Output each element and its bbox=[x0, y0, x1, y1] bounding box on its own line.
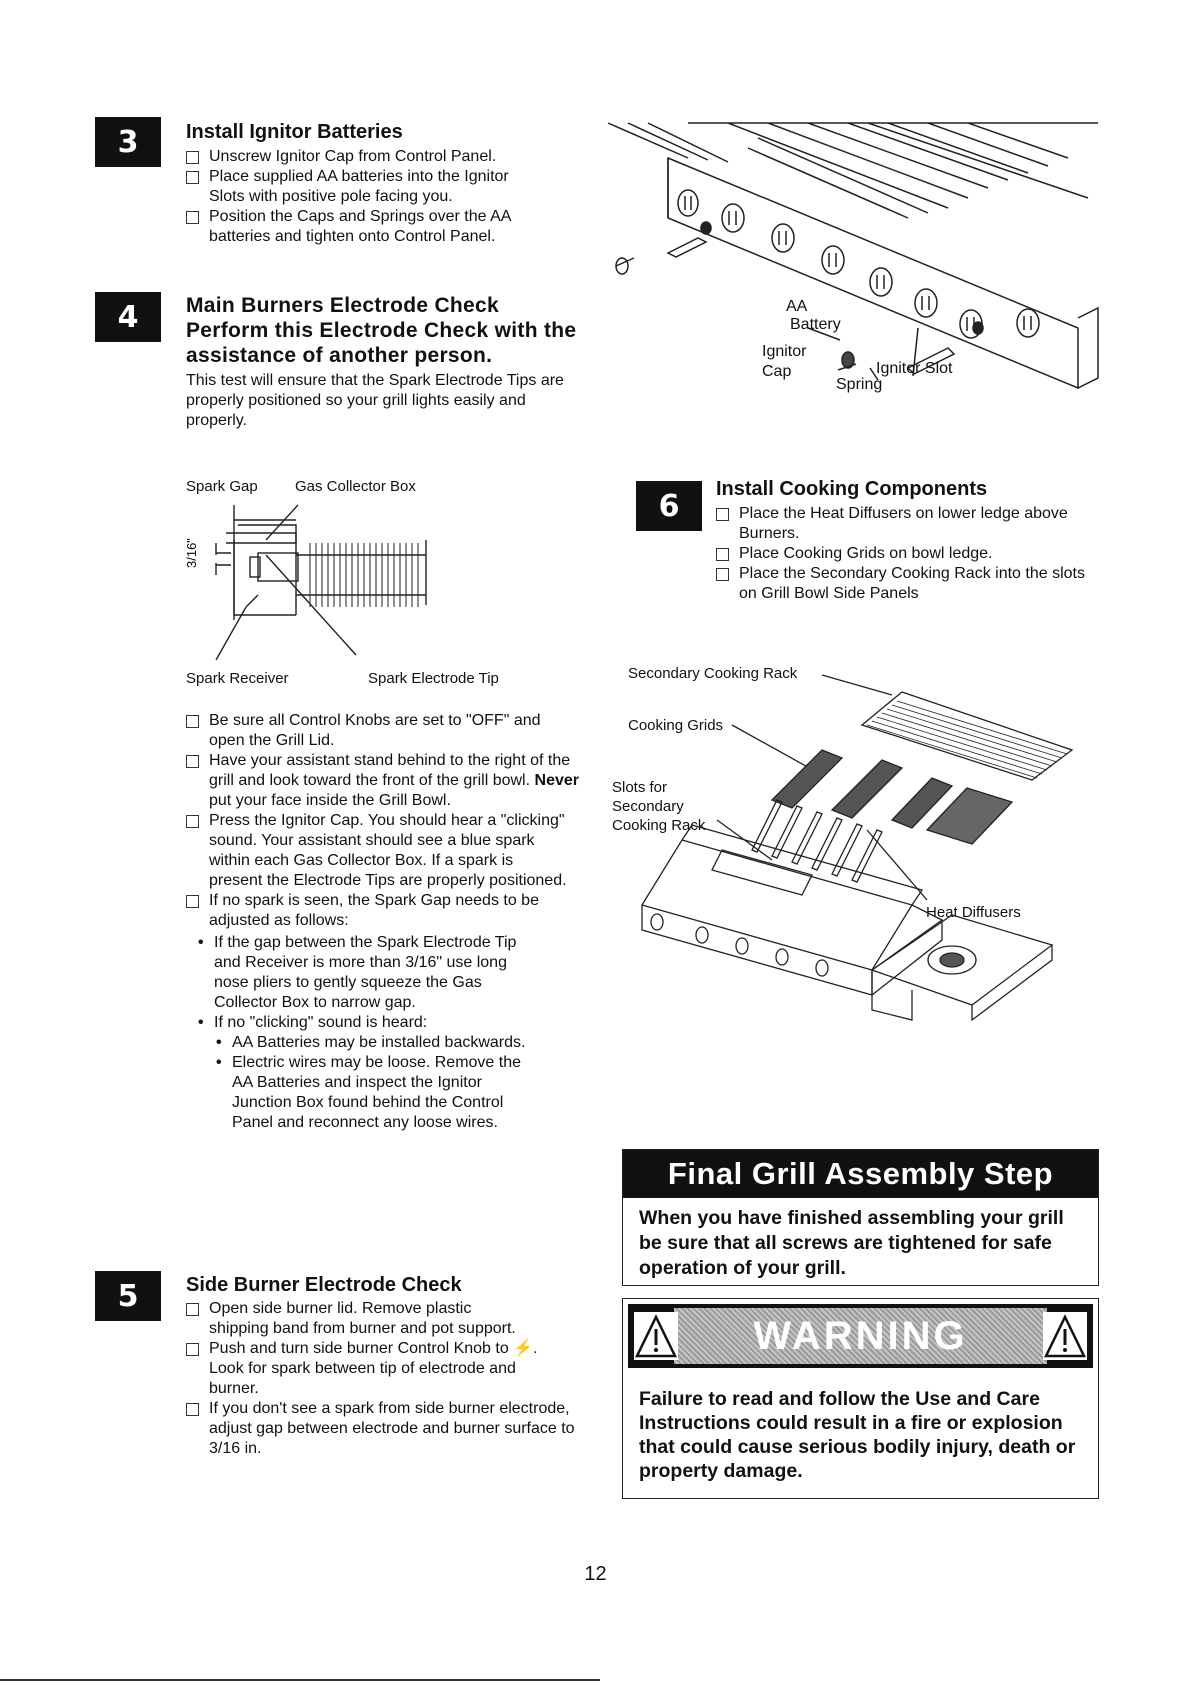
checkbox-icon bbox=[186, 211, 199, 224]
bullet-item: • If no "clicking" sound is heard: bbox=[198, 1014, 428, 1031]
step-3-title: Install Ignitor Batteries bbox=[186, 121, 403, 143]
checklist-item: Place the Heat Diffusers on lower ledge above Burners. bbox=[716, 504, 1106, 544]
checklist-item: Be sure all Control Knobs are set to "OFF" and open the Grill Lid. bbox=[186, 711, 556, 751]
final-step-title: Final Grill Assembly Step bbox=[623, 1150, 1098, 1198]
step-number: 4 bbox=[117, 299, 139, 335]
checkbox-icon bbox=[186, 1403, 199, 1416]
checklist-item: Press the Ignitor Cap. You should hear a "clicking" sound. Your assistant should see a blue spark within each Gas Collector Box. If a spark is present the Electrode Tips are properly positioned. bbox=[186, 811, 568, 891]
checklist-item: If you don't see a spark from side burner electrode, adjust gap between electrode and burner surface to 3/16 in. bbox=[186, 1399, 580, 1459]
label-gas-collector-box: Gas Collector Box bbox=[295, 478, 416, 495]
step-6-title: Install Cooking Components bbox=[716, 478, 988, 500]
checkbox-icon bbox=[716, 548, 729, 561]
checkbox-icon bbox=[186, 755, 199, 768]
label-spark-electrode-tip: Spark Electrode Tip bbox=[368, 670, 499, 687]
label-spark-receiver: Spark Receiver bbox=[186, 670, 289, 687]
step-4-title: Main Burners Electrode Check Perform this Electrode Check with the assistance of another person. bbox=[186, 294, 577, 367]
footer-rule bbox=[0, 1679, 600, 1681]
checkbox-icon bbox=[186, 895, 199, 908]
checkbox-icon bbox=[186, 151, 199, 164]
page-number: 12 bbox=[584, 1563, 607, 1585]
checklist-item: If no spark is seen, the Spark Gap needs to be adjusted as follows: bbox=[186, 891, 556, 931]
checklist-item: Place the Secondary Cooking Rack into the slots on Grill Bowl Side Panels bbox=[716, 564, 1106, 604]
checklist-item: Place supplied AA batteries into the Ignitor Slots with positive pole facing you. bbox=[186, 167, 526, 207]
checklist-item: Position the Caps and Springs over the AA batteries and tighten onto Control Panel. bbox=[186, 207, 556, 247]
checkbox-icon bbox=[186, 715, 199, 728]
checkbox-icon bbox=[186, 171, 199, 184]
step-5-badge bbox=[95, 1271, 161, 1321]
sub-list bbox=[216, 1033, 536, 1133]
step-4-list bbox=[186, 711, 584, 1133]
step-4-badge bbox=[95, 292, 161, 342]
checklist-item: Place Cooking Grids on bowl ledge. bbox=[716, 544, 1106, 564]
dimension-label: 3/16" bbox=[184, 538, 199, 568]
checkbox-icon bbox=[186, 1303, 199, 1316]
warning-triangle-icon bbox=[634, 1312, 678, 1360]
label-cooking-grids: Cooking Grids bbox=[628, 717, 724, 734]
checklist-item: Open side burner lid. Remove plastic shipping band from burner and pot support. bbox=[186, 1299, 526, 1339]
checkbox-icon bbox=[716, 508, 729, 521]
step-4-intro: This test will ensure that the Spark Electrode Tips are properly positioned so your grill lights easily and properly. bbox=[186, 372, 564, 429]
checkbox-icon bbox=[186, 1343, 199, 1356]
warning-text: Failure to read and follow the Use and Care Instructions could result in a fire or explosion that could cause serious bodily injury, death or property damage. bbox=[639, 1388, 1076, 1482]
checkbox-icon bbox=[716, 568, 729, 581]
checkbox-icon bbox=[186, 815, 199, 828]
final-step-text: When you have finished assembling your grill be sure that all screws are tightened for safe operation of your grill. bbox=[639, 1207, 1064, 1279]
step-number: 6 bbox=[658, 488, 680, 524]
adjust-list bbox=[198, 933, 538, 1133]
step-number: 3 bbox=[117, 124, 139, 160]
step-5-title: Side Burner Electrode Check bbox=[186, 1274, 462, 1296]
label-slots: Slots for Secondary Cooking Rack bbox=[612, 779, 706, 834]
checklist-item: Push and turn side burner Control Knob to ⚡. Look for spark between tip of electrode and burner. bbox=[186, 1339, 566, 1399]
step-6-list bbox=[716, 504, 1106, 604]
label-secondary-cooking-rack: Secondary Cooking Rack bbox=[628, 665, 798, 682]
bullet-item: • If the gap between the Spark Electrode Tip and Receiver is more than 3/16" use long nose pliers to gently squeeze the Gas Collector Box to narrow gap. bbox=[198, 934, 517, 1011]
checklist-item: Have your assistant stand behind to the right of the grill and look toward the front of the grill bowl. Never put your face inside the Grill Bowl. bbox=[186, 751, 584, 811]
label-ignitor-cap: Ignitor Cap bbox=[762, 343, 807, 380]
spark-gap-diagram bbox=[186, 495, 446, 665]
label-ignitor-slot: Ignitor Slot bbox=[876, 360, 953, 377]
warning-triangle-icon bbox=[1043, 1312, 1087, 1360]
step-5-list bbox=[186, 1299, 580, 1459]
step-6-badge bbox=[636, 481, 702, 531]
cooking-components-diagram bbox=[612, 670, 1082, 1050]
warning-header bbox=[628, 1304, 1093, 1368]
warning-title: WARNING bbox=[753, 1313, 968, 1358]
sub-bullet-item: • AA Batteries may be installed backwards. bbox=[216, 1034, 526, 1051]
label-aa-battery: AA Battery bbox=[786, 298, 841, 333]
label-heat-diffusers: Heat Diffusers bbox=[926, 904, 1021, 921]
label-spring: Spring bbox=[836, 376, 883, 393]
sub-bullet-item: • Electric wires may be loose. Remove the AA Batteries and inspect the Ignitor Junction Box found behind the Control Panel and reconnect any loose wires. bbox=[216, 1054, 521, 1131]
label-spark-gap: Spark Gap bbox=[186, 478, 258, 495]
warning-box bbox=[622, 1298, 1099, 1499]
step-3-badge bbox=[95, 117, 161, 167]
final-step-box bbox=[622, 1149, 1099, 1286]
checklist-item: Unscrew Ignitor Cap from Control Panel. bbox=[186, 147, 566, 167]
step-number: 5 bbox=[117, 1278, 139, 1314]
step-3-list bbox=[186, 147, 566, 247]
